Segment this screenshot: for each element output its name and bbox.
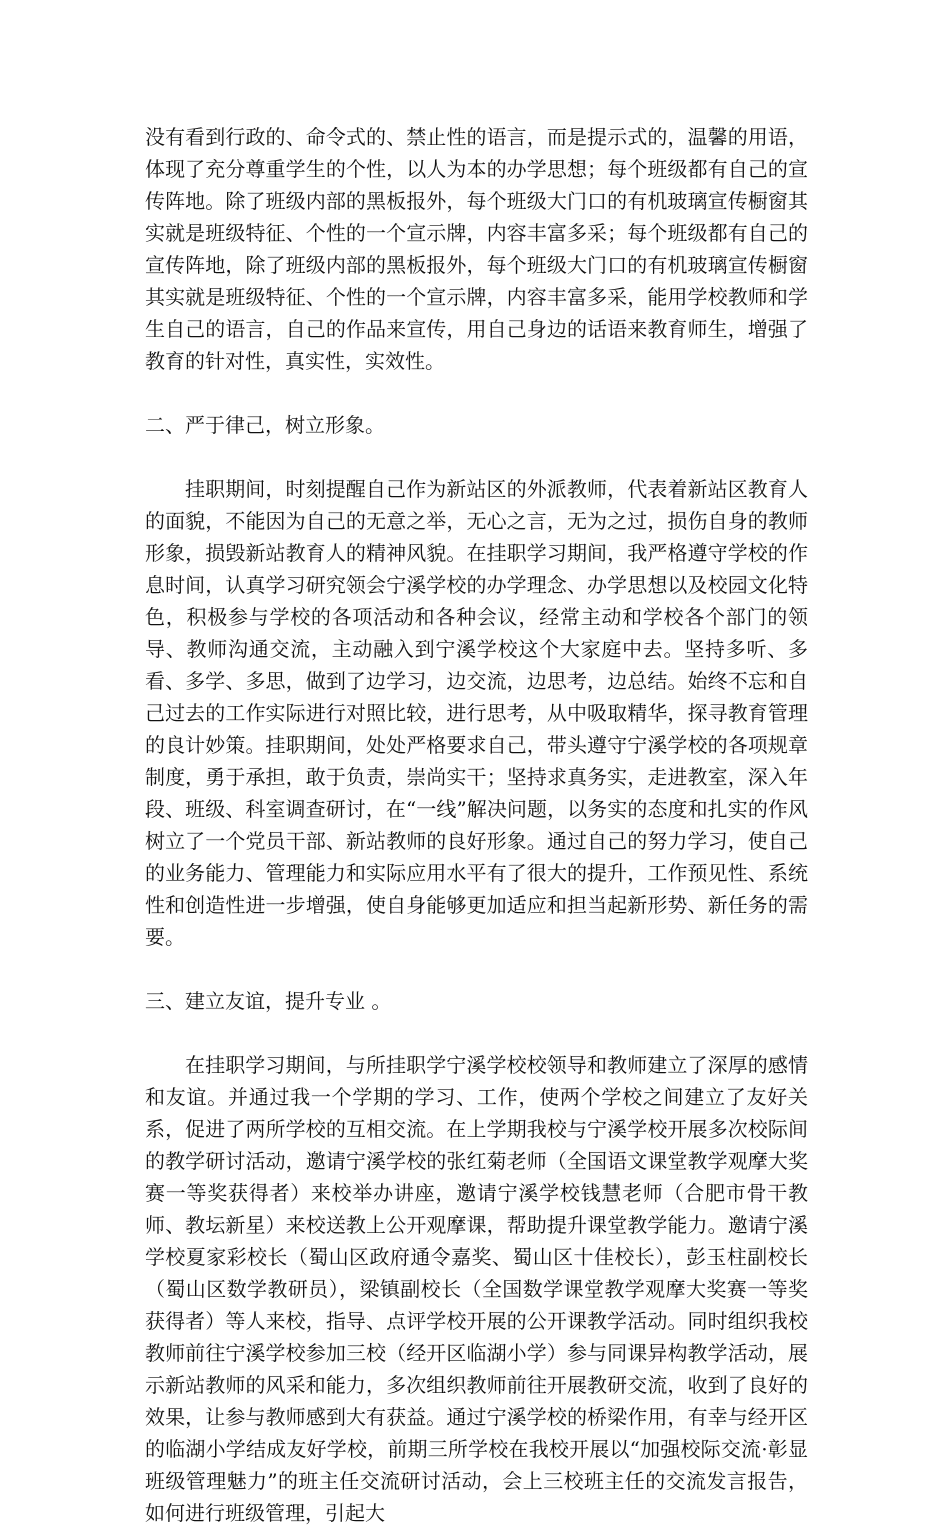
section-heading-3: 三、建立友谊，提升专业 。 [145,989,392,1013]
paragraph-spacer [145,953,808,985]
paragraph-self-discipline: 挂职期间，时刻提醒自己作为新站区的外派教师，代表着新站区教育人的面貌，不能因为自己的无意之举，无心之言，无为之过，损伤自身的教师形象，损毁新站教育人的精神风貌。在挂职学习期间，我严格遵守学校的作息时间，认真学习研究领会宁溪学校的办学理念、办学思想以及校园文化特色，积极参与学校的各项活动和各种会议，经常主动和学校各个部门的领导、教师沟通交流，主动融入到宁溪学校这个大家庭中去。坚持多听、多看、多学、多思，做到了边学习，边交流，边思考，边总结。始终不忘和自己过去的工作实际进行对照比较，进行思考，从中吸取精华，探寻教育管理的良计妙策。挂职期间，处处严格要求自己，带头遵守宁溪学校的各项规章制度，勇于承担，敢于负责，崇尚实干；坚持求真务实，走进教室，深入年段、班级、科室调查研讨，在“一线”解决问题，以务实的态度和扎实的作风树立了一个党员干部、新站教师的良好形象。通过自己的努力学习，使自己的业务能力、管理能力和实际应用水平有了很大的提升，工作预见性、系统性和创造性进一步增强，使自身能够更加适应和担当起新形势、新任务的需要。 [145,477,808,949]
paragraph-continuation: 没有看到行政的、命令式的、禁止性的语言，而是提示式的，温馨的用语，体现了充分尊重学生的个性，以人为本的办学思想；每个班级都有自己的宣传阵地。除了班级内部的黑板报外，每个班级大门口的有机玻璃宣传橱窗其实就是班级特征、个性的一个宣示牌，内容丰富多采；每个班级都有自己的宣传阵地，除了班级内部的黑板报外，每个班级大门口的有机玻璃宣传橱窗其实就是班级特征、个性的一个宣示牌，内容丰富多采，能用学校教师和学生自己的语言，自己的作品来宣传，用自己身边的话语来教育师生，增强了教育的针对性，真实性，实效性。 [145,125,808,373]
section-heading-2: 二、严于律己，树立形象。 [145,413,385,437]
paragraph-friendship: 在挂职学习期间，与所挂职学宁溪学校校领导和教师建立了深厚的感情和友谊。并通过我一个学期的学习、工作，使两个学校之间建立了友好关系，促进了两所学校的互相交流。在上学期我校与宁溪学校开展多次校际间的教学研讨活动，邀请宁溪学校的张红菊老师（全国语文课堂教学观摩大奖赛一等奖获得者）来校举办讲座，邀请宁溪学校钱慧老师（合肥市骨干教师、教坛新星）来校送教上公开观摩课，帮助提升课堂教学能力。邀请宁溪学校夏家彩校长（蜀山区政府通令嘉奖、蜀山区十佳校长），彭玉柱副校长（蜀山区数学教研员），梁镇副校长（全国数学课堂教学观摩大奖赛一等奖获得者）等人来校，指导、点评学校开展的公开课教学活动。同时组织我校教师前往宁溪学校参加三校（经开区临湖小学）参与同课异构教学活动，展示新站教师的风采和能力，多次组织教师前往开展教研交流，收到了良好的效果，让参与教师感到大有获益。通过宁溪学校的桥梁作用，有幸与经开区的临湖小学结成友好学校，前期三所学校在我校开展以“加强校际交流·彰显班级管理魅力”的班主任交流研讨活动，会上三校班主任的交流发言报告，如何进行班级管理，引起大 [145,1053,808,1525]
paragraph-spacer [145,1017,808,1049]
document-body [145,121,808,1529]
paragraph-spacer [145,377,808,409]
paragraph-spacer [145,441,808,473]
